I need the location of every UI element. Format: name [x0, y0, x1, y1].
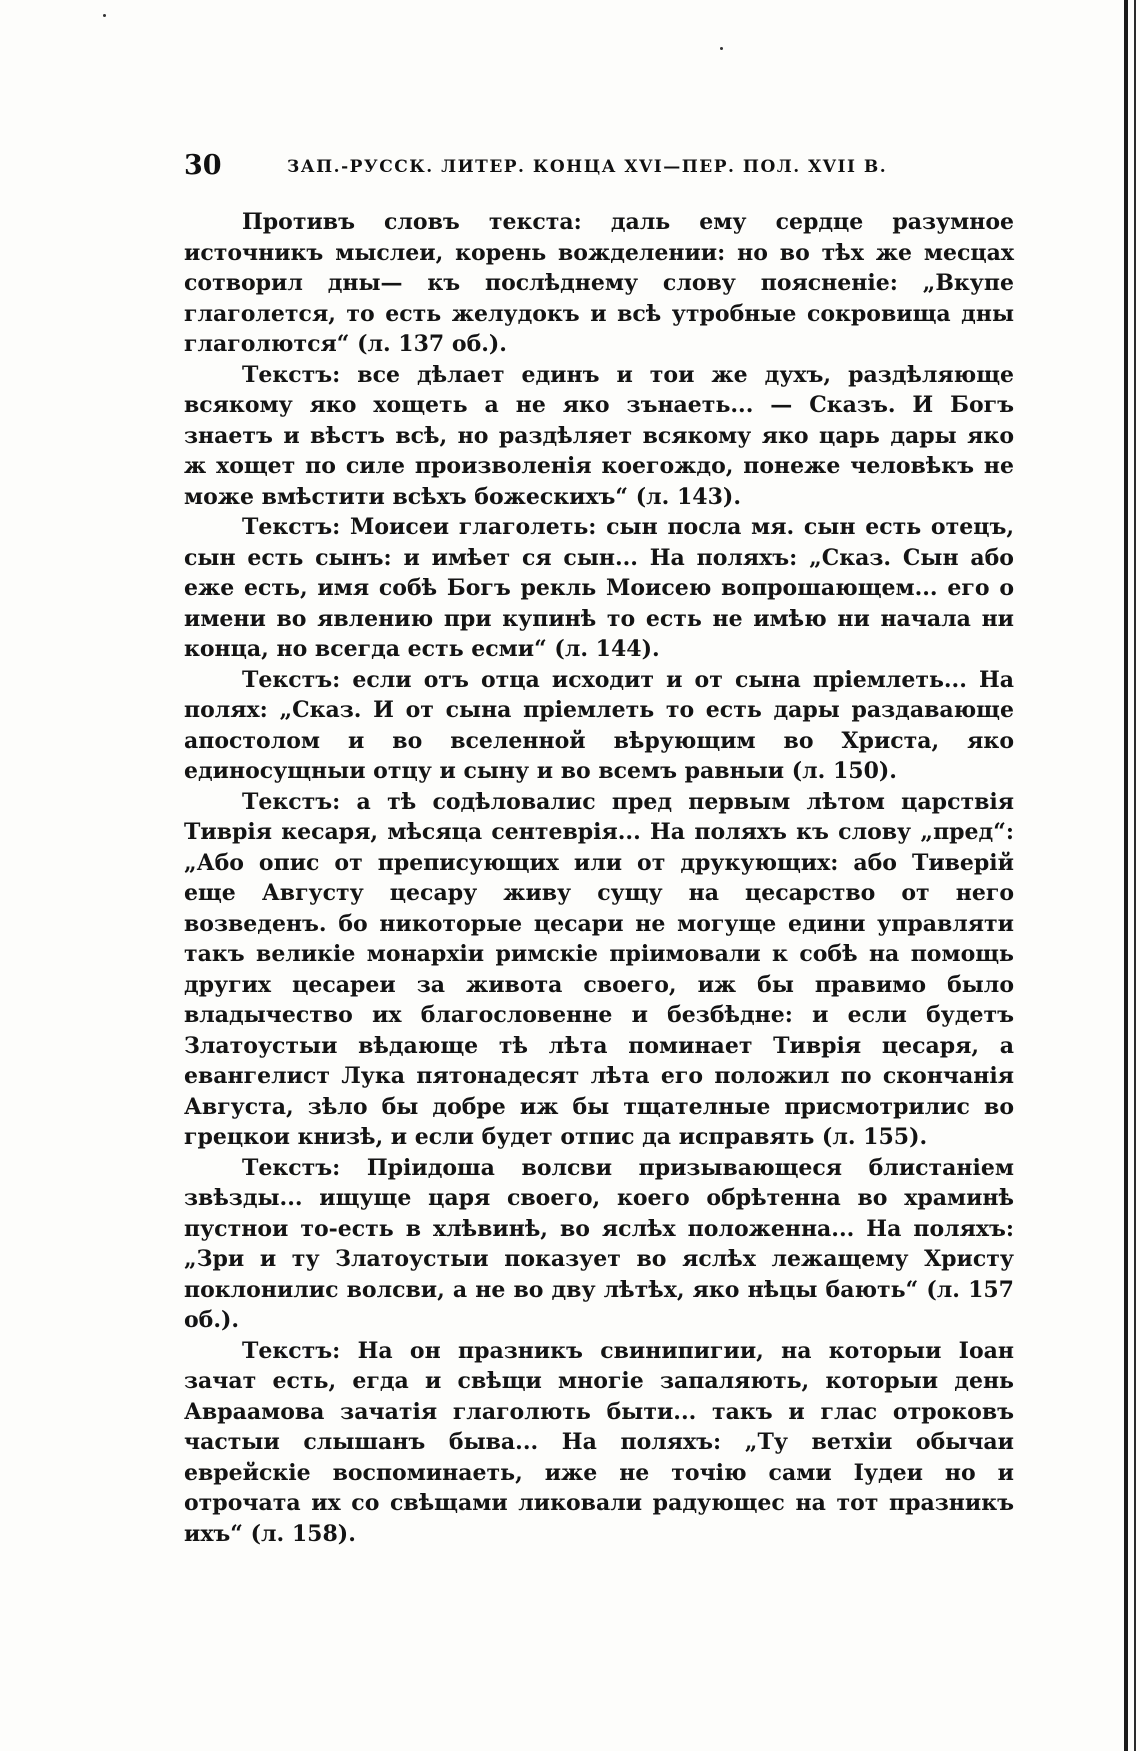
page-edge-border-outer [1134, 0, 1136, 1751]
scan-speck [103, 14, 106, 17]
page-edge-border [1124, 0, 1128, 1751]
paragraph: Текстъ: если отъ отца исходит и от сына пріемлеть... На полях: „Сказ. И от сына пріемлеть то есть дары раздавающе апостолом и во вселенной вѣрующим во Христа, яко единосущныи отцу и сыну и во всемъ равныи (л. 150). [184, 666, 1014, 784]
paragraph: Противъ словъ текста: даль ему сердце разумное источникъ мыслеи, корень вожделении: но во тѣх же месцах сотворил дны— къ послѣднему слову поясненіе: „Вкупе глаголется, то есть желудокъ и всѣ утробные сокровища дны глаголются“ (л. 137 об.). [184, 209, 1014, 357]
running-head: ЗАП.-РУССК. ЛИТЕР. КОНЦА XVI—ПЕР. ПОЛ. XVII В. [287, 157, 888, 177]
scan-speck [720, 47, 723, 50]
paragraph: Текстъ: а тѣ содѣловалис пред первым лѣтом царствія Тиврія кесаря, мѣсяца сентеврія... На поляхъ къ слову „пред“: „Або опис от преписующих или от друкующих: або Тиверій еще Августу цесару живу сущу на цесарство от него возведенъ. бо никоторые цесари не могуще едини управляти такъ великіе монархіи римскіе пріимовали к собѣ на помощь других цесареи за живота своего, иж бы правимо было владычество их благословенне и безбѣдне: и если будетъ Златоустыи вѣдающе тѣ лѣта поминает Тиврія цесаря, а евангелист Лука пятонадесят лѣта его положил по скончанія Августа, зѣло бы добре иж бы тщателные присмотрилис во грецкои книзѣ, и если будет отпис да исправять (л. 155). [184, 788, 1014, 1150]
paragraph: Текстъ: Пріидоша волсви призывающеся блистаніем звѣзды... ищуще царя своего, коего обрѣтенна во храминѣ пустнои то-есть в хлѣвинѣ, во яслѣх положенна... На поляхъ: „Зри и ту Златоустыи показует во яслѣх лежащему Христу поклонилис волсви, а не во дву лѣтѣх, яко нѣцы бають“ (л. 157 об.). [184, 1154, 1014, 1333]
paragraph: Текстъ: Моисеи глаголеть: сын посла мя. сын есть отецъ, сын есть сынъ: и имѣет ся сын... На поляхъ: „Сказ. Сын або еже есть, имя собѣ Богъ рекль Моисею вопрошающем... его о имени во явлению при купинѣ то есть не имѣю ни начала ни конца, но всегда есть есми“ (л. 144). [184, 514, 1014, 662]
paragraph: Текстъ: все дѣлает единъ и тои же духъ, раздѣляюще всякому яко хощеть а не яко зънаеть... — Сказъ. И Богъ знаетъ и вѣстъ всѣ, но раздѣляет всякому яко царь дары яко ж хощет по силе произволенія коегождо, понеже человѣкъ не може вмѣстити всѣхъ божескихъ“ (л. 143). [184, 361, 1014, 510]
page-header [184, 150, 1014, 190]
main-text [184, 207, 1014, 1549]
page-number: 30 [184, 150, 222, 181]
paragraph: Текстъ: На он празникъ свинипигии, на которыи Іоан зачат есть, егда и свѣщи многіе запаляють, которыи день Авраамова зачатія глаголють быти... такъ и глас отроковъ частыи слышанъ бывa... На поляхъ: „Ту ветхіи обычаи еврейскіе воспоминаеть, иже не точію сами Іудеи но и отрочата их со свѣщами ликовали радующес на тот празникъ ихъ“ (л. 158). [184, 1337, 1014, 1547]
